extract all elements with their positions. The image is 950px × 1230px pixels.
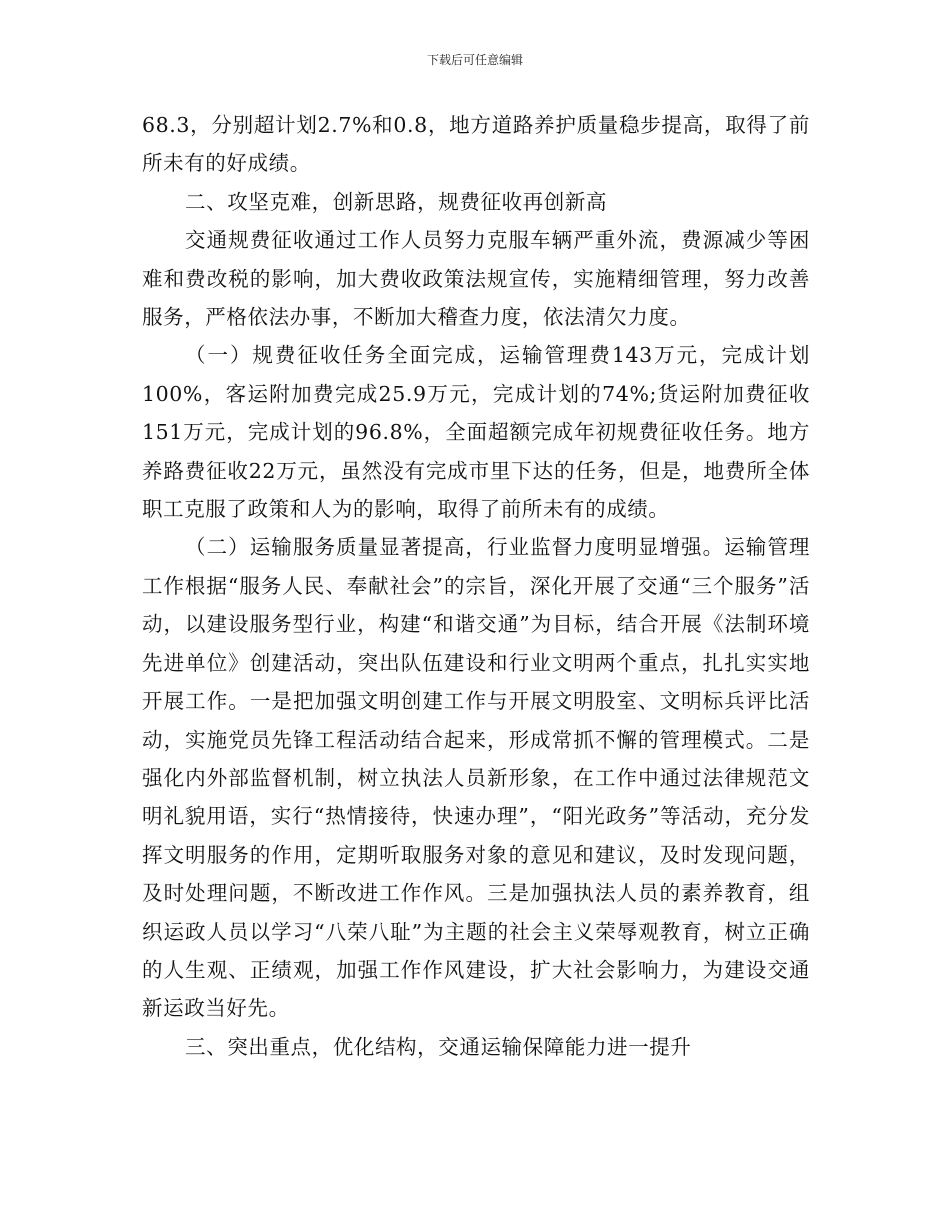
paragraph-service-quality: （二）运输服务质量显著提高，行业监督力度明显增强。运输管理工作根据“服务人民、奉献社会”的宗旨，深化开展了交通“三个服务”活动，以建设服务型行业，构建“和谐交通”为目标，结合开展《法制环境先进单位》创建活动，突出队伍建设和行业文明两个重点，扎扎实实地开展工作。一是把加强文明创建工作与开展文明股室、文明标兵评比活动，实施党员先锋工程活动结合起来，形成常抓不懈的管理模式。二是强化内外部监督机制，树立执法人员新形象，在工作中通过法律规范文明礼貌用语，实行“热情接待，快速办理”，“阳光政务”等活动，充分发挥文明服务的作用，定期听取服务对象的意见和建议，及时发现问题，及时处理问题，不断改进工作作风。三是加强执法人员的素养教育，组织运政人员以学习“八荣八耻”为主题的社会主义荣辱观教育，树立正确的人生观、正绩观，加强工作作风建设，扩大社会影响力，为建设交通新运政当好先。 xyxy=(142,535,810,1021)
paragraph-continuation: 68.3，分别超计划2.7%和0.8，地方道路养护质量稳步提高，取得了前所未有的好成绩。 xyxy=(142,113,810,176)
document-body xyxy=(142,106,810,1066)
section-heading-3: 三、突出重点，优化结构，交通运输保障能力进一提升 xyxy=(185,1034,692,1059)
section-heading-2: 二、攻坚克难，创新思路，规费征收再创新高 xyxy=(185,189,608,214)
page-header: 下载后可任意编辑 xyxy=(426,53,523,67)
paragraph-fee-collection-intro: 交通规费征收通过工作人员努力克服车辆严重外流，费源减少等困难和费改税的影响，加大费收政策法规宣传，实施精细管理，努力改善服务，严格依法办事，不断加大稽查力度，依法清欠力度。 xyxy=(142,228,810,330)
paragraph-fee-collection-tasks: （一）规费征收任务全面完成，运输管理费143万元，完成计划100%，客运附加费完成25.9万元，完成计划的74%;货运附加费征收151万元，完成计划的96.8%，全面超额完成年初规费征收任务。地方养路费征收22万元，虽然没有完成市里下达的任务，但是，地费所全体职工克服了政策和人为的影响，取得了前所未有的成绩。 xyxy=(142,343,810,522)
